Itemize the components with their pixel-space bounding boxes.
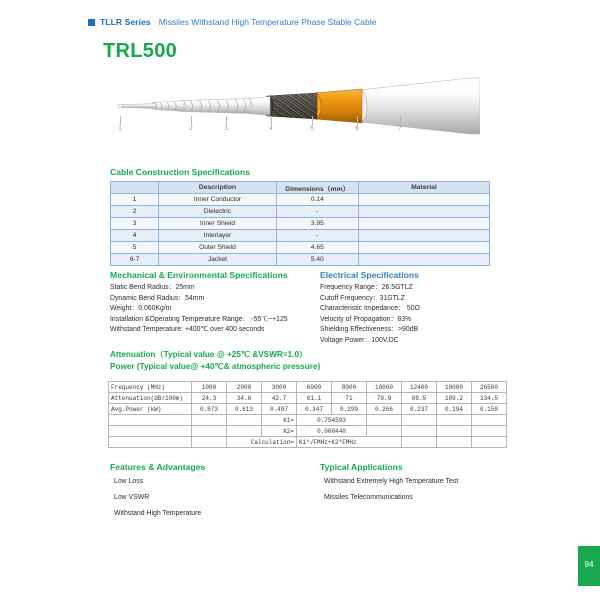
electrical-spec-list — [320, 283, 420, 347]
power-value: 0.158 — [472, 404, 507, 415]
applications-list — [324, 474, 458, 506]
cell-material — [358, 206, 489, 218]
spacer-cell — [472, 437, 507, 448]
attenuation-value: 61.1 — [297, 393, 332, 404]
attenuation-table — [108, 381, 507, 448]
power-value: 0.347 — [297, 404, 332, 415]
frequency-value: 6000 — [297, 382, 332, 393]
callout-label-4: 4 — [269, 126, 273, 132]
spacer-cell — [227, 415, 262, 426]
construction-section-title: Cable Construction Specifications — [110, 167, 250, 177]
cell-number: 4 — [111, 230, 159, 242]
spacer-cell — [472, 426, 507, 437]
calculation-formula: K1*√FMHz+K2*FMHz — [297, 437, 402, 448]
cell-material — [358, 242, 489, 254]
row-label-attenuation: Attenuation(dB/100m) — [109, 393, 192, 404]
series-description: Missiles Withstand High Temperature Phase Stable Cable — [158, 17, 377, 27]
frequency-value: 3000 — [262, 382, 297, 393]
callout-tick-4 — [271, 116, 272, 125]
calculation-label: Calculation= — [227, 437, 297, 448]
callout-label-1: 1 — [118, 126, 122, 132]
cell-description: Dielectric — [159, 206, 277, 218]
frequency-value: 18000 — [437, 382, 472, 393]
application-item: Withstand Extremely High Temperature Test — [324, 478, 459, 485]
callout-tick-2 — [191, 116, 192, 125]
application-item: Missiles Telecommunications — [324, 494, 413, 501]
callout-label-3: 3 — [224, 126, 228, 132]
table-row — [111, 218, 490, 230]
frequency-value: 10000 — [367, 382, 402, 393]
cell-material — [358, 230, 489, 242]
attenuation-value: 42.7 — [262, 393, 297, 404]
k1-value: 0.754593 — [297, 415, 367, 426]
electrical-spec-item: Voltage Power：100V,DC — [320, 336, 399, 344]
power-value: 0.613 — [227, 404, 262, 415]
spacer-cell — [437, 426, 472, 437]
power-value: 0.237 — [402, 404, 437, 415]
attenuation-row — [109, 393, 507, 404]
callout-tick-5 — [312, 116, 313, 125]
mechanical-section-title: Mechanical & Environmental Specifications — [110, 270, 288, 280]
table-row — [111, 254, 490, 266]
col-header-description: Description — [159, 182, 277, 194]
frequency-value: 2000 — [227, 382, 262, 393]
power-row — [109, 404, 507, 415]
spacer-cell — [192, 415, 227, 426]
electrical-spec-item: Cutoff Frequency：31GTLZ — [320, 294, 405, 302]
electrical-spec-item: Characteristic Impedance： 50Ω — [320, 305, 420, 313]
mechanical-spec-item: Withstand Temperature: +400℃ over 400 seconds — [110, 326, 265, 334]
col-header-number — [111, 182, 159, 194]
col-header-dimensions: Dimensions（mm） — [276, 182, 358, 194]
spacer-cell — [402, 426, 437, 437]
power-value: 0.194 — [437, 404, 472, 415]
cell-description: Inner Shield — [159, 218, 277, 230]
table-row — [111, 194, 490, 206]
attenuation-value: 89.5 — [402, 393, 437, 404]
cell-description: Jacket — [159, 254, 277, 266]
callout-tick-6 — [357, 116, 358, 125]
cell-number: 3 — [111, 218, 159, 230]
cell-description: Inner Conductor — [159, 194, 277, 206]
spacer-cell — [109, 426, 192, 437]
callout-tick-7 — [400, 116, 401, 125]
spacer-cell — [437, 437, 472, 448]
table-row — [111, 242, 490, 254]
cell-dimension: 5.40 — [276, 254, 358, 266]
page-title: TRL500 — [103, 40, 178, 62]
attenuation-title-line1: Attenuation（Typical value @ +25℃ &VSWR=1.0） — [110, 350, 308, 359]
frequency-value: 1000 — [192, 382, 227, 393]
features-section-title: Features & Advantages — [110, 462, 206, 472]
bullet-square-icon — [88, 19, 95, 26]
cell-material — [358, 254, 489, 266]
page-header — [88, 17, 376, 27]
attenuation-title-line2: Power (Typical value@ +40℃& atmospheric pressure) — [110, 362, 321, 371]
attenuation-value: 71 — [332, 393, 367, 404]
feature-item: Withstand High Temperature — [114, 510, 202, 517]
features-list — [114, 474, 201, 522]
spacer-cell — [227, 426, 262, 437]
k1-label: K1= — [262, 415, 297, 426]
callout-label-2: 2 — [189, 126, 193, 132]
feature-item: Low VSWR — [114, 494, 150, 501]
callout-label-7: 7 — [398, 126, 402, 132]
k2-value: 0.000440 — [297, 426, 367, 437]
spacer-cell — [109, 415, 192, 426]
cell-material — [358, 194, 489, 206]
table-row — [111, 230, 490, 242]
table-header-row — [111, 182, 490, 194]
cell-number: 6-7 — [111, 254, 159, 266]
row-label-frequency: Frequency (MHz) — [109, 382, 192, 393]
cell-dimension: 4.65 — [276, 242, 358, 254]
spacer-cell — [367, 415, 402, 426]
power-value: 0.299 — [332, 404, 367, 415]
mechanical-spec-list — [110, 283, 288, 336]
cell-number: 5 — [111, 242, 159, 254]
mechanical-spec-item: Static Bend Radius：25mm — [110, 284, 195, 291]
cell-material — [358, 218, 489, 230]
callout-label-6: 6 — [355, 126, 359, 132]
construction-table — [110, 181, 490, 266]
attenuation-value: 34.6 — [227, 393, 262, 404]
table-row — [111, 206, 490, 218]
callout-label-5: 5 — [310, 126, 314, 132]
cell-dimension: - — [276, 230, 358, 242]
cell-number: 2 — [111, 206, 159, 218]
cell-dimension: - — [276, 206, 358, 218]
power-value: 0.266 — [367, 404, 402, 415]
cell-description: Outer Shield — [159, 242, 277, 254]
frequency-row — [109, 382, 507, 393]
page-number: 94 — [584, 560, 594, 569]
attenuation-value: 79.9 — [367, 393, 402, 404]
applications-section-title: Typical Applications — [320, 462, 403, 472]
power-value: 0.497 — [262, 404, 297, 415]
series-label: TLLR Series — [100, 17, 151, 27]
k2-label: K2= — [262, 426, 297, 437]
callout-tick-1 — [120, 116, 121, 125]
mechanical-spec-item: Installation &Operating Temperature Range： -55℃~+125 — [110, 315, 288, 323]
spacer-cell — [402, 437, 437, 448]
attenuation-section-title — [110, 349, 320, 373]
electrical-section-title: Electrical Specifications — [320, 270, 419, 280]
spacer-cell — [109, 437, 192, 448]
callout-tick-3 — [226, 116, 227, 125]
spacer-cell — [192, 437, 227, 448]
electrical-spec-item: Frequency Range：26.5GTLZ — [320, 284, 413, 291]
attenuation-value: 109.2 — [437, 393, 472, 404]
electrical-spec-item: Shielding Effectiveness：>90dB — [320, 326, 419, 334]
cell-dimension: 3.95 — [276, 218, 358, 230]
spacer-cell — [472, 415, 507, 426]
row-label-power: Avg.Power (kW) — [109, 404, 192, 415]
spacer-cell — [402, 415, 437, 426]
attenuation-value: 134.5 — [472, 393, 507, 404]
frequency-value: 8000 — [332, 382, 367, 393]
page-number-tab — [578, 546, 600, 586]
attenuation-value: 24.3 — [192, 393, 227, 404]
k2-row — [109, 426, 507, 437]
calculation-row — [109, 437, 507, 448]
k1-row — [109, 415, 507, 426]
cell-dimension: 0.14 — [276, 194, 358, 206]
cell-number: 1 — [111, 194, 159, 206]
mechanical-spec-item: Weight：0.060Kg/m — [110, 305, 172, 313]
diagram-callouts — [110, 116, 480, 138]
spacer-cell — [192, 426, 227, 437]
mechanical-spec-item: Dynamic Bend Radius：54mm — [110, 294, 205, 302]
spacer-cell — [437, 415, 472, 426]
feature-item: Low Loss — [114, 478, 144, 485]
cell-description: Interlayer — [159, 230, 277, 242]
power-value: 0.873 — [192, 404, 227, 415]
frequency-value: 12400 — [402, 382, 437, 393]
electrical-spec-item: Velocity of Propagation：83% — [320, 315, 412, 323]
col-header-material: Material — [358, 182, 489, 194]
spacer-cell — [367, 426, 402, 437]
frequency-value: 26500 — [472, 382, 507, 393]
